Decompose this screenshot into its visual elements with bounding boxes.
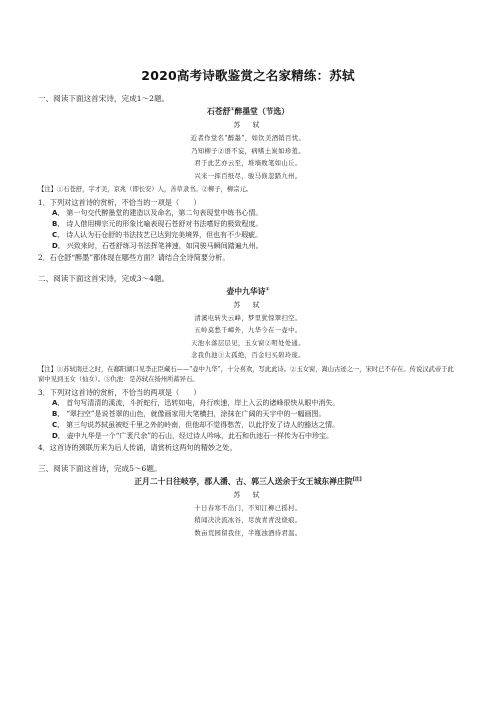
poem-2-author: 苏 轼 bbox=[233, 300, 263, 309]
poem-2-title bbox=[38, 286, 458, 297]
poem-1-title-text: 石苍舒 bbox=[206, 107, 231, 116]
question-1-option-c: C． 诗人认为石仓舒的书法技艺已达到完美境界，但也有不少瑕疵。 bbox=[52, 230, 263, 239]
poem-3-line: 十日春寒不出门，不知江柳已摇村。 bbox=[194, 504, 302, 512]
section-3-heading: 三、阅读下面这首诗，完成5～6题。 bbox=[38, 463, 162, 473]
poem-3-author: 苏 轼 bbox=[233, 490, 263, 499]
question-1-option-d: D． 兴致来时，石苍舒练习书法挥笔神速，如同骏马瞬间踏遍九州。 bbox=[52, 241, 263, 250]
poem-1-title-note-mark: ① bbox=[230, 107, 235, 113]
poem-2-line: 五岭莫愁千嶂外，九华今在一壶中。 bbox=[194, 327, 302, 334]
poem-1-line: 乃知柳子②语不妄，病嗜土炭如珍羞。 bbox=[191, 147, 305, 155]
section-1-heading: 一、阅读下面这首宋诗，完成1～2题。 bbox=[38, 94, 170, 103]
poem-1-title-rest: 醉墨堂（节选） bbox=[234, 107, 290, 116]
poem-1-line: 兴来一挥百纸尽，骏马倏忽踏九州。 bbox=[194, 172, 302, 180]
poem-2-line: 念我仇池③太孤绝，百金归买碧玲珑。 bbox=[191, 352, 305, 359]
question-1-option-b: B． 诗人借用柳宗元的形象比喻表现石苍舒对书法嗜好的极致程度。 bbox=[52, 219, 263, 228]
question-3: 3．下列对这首诗的赏析，不恰当的两项是（ ） bbox=[38, 387, 201, 397]
poem-2-title-note-mark: ① bbox=[265, 286, 270, 292]
poem-1-note: 【注】①石苍舒，字才美，京兆（即长安）人，善草隶书。②柳子，柳宗元。 bbox=[38, 186, 253, 193]
poem-2-note: 【注】①苏轼南迁之时，在鄱阳湖口见李正臣藏石——“壶中九华”，十分喜欢，写此此诗。②玉女窗，嵩山古迹之一，宋时已不存在。传说汉武帝于此窗中见到玉女（仙女）。③仇池：是苏轼在扬州所蓄异石。 bbox=[38, 365, 454, 383]
poem-3-line: 稍闻决决流冰谷，尽放青青没烧痕。 bbox=[194, 517, 302, 524]
question-1: 1．下列对这首诗的赏析，不恰当的一项是（ ） bbox=[38, 197, 201, 207]
question-4: 4．这首诗的颈联历来为后人传诵，请赏析这两句的精妙之处。 bbox=[38, 442, 237, 452]
poem-3-title-note-mark: [注] bbox=[352, 476, 362, 482]
poem-2-line: 清溪电转失云峰，梦里犹惊翠扫空。 bbox=[194, 314, 302, 322]
question-3-option-d: D． 壶中九华是一个“广袤尺余”的石山，经过诗人吟咏，此石和仇池石一样传为石中珍宝。 bbox=[52, 431, 333, 440]
poem-1-title bbox=[38, 106, 458, 117]
question-3-option-c: C． 第三句说苏轼虽被贬千里之外的岭南，但他却不觉得愁苦，以此抒发了诗人的豁达之情。 bbox=[52, 420, 340, 429]
poem-3-title bbox=[38, 476, 458, 487]
poem-1-author: 苏 轼 bbox=[233, 121, 263, 129]
question-2: 2．石仓舒“醉墨”都体现在哪些方面？请结合全诗简要分析。 bbox=[38, 252, 230, 262]
poem-3-title-text: 正月二十日往岐亭，郡人潘、古、郭三人送余于女王城东禅庄院 bbox=[134, 476, 353, 486]
poem-2-line: 天池水落层层见，玉女窗②明处处通。 bbox=[191, 339, 305, 347]
poem-3-line: 数亩荒园留我住，半瓶浊酒待君温。 bbox=[194, 529, 302, 537]
poem-1-line: 君于此艺亦云至，堆墙败笔如山丘。 bbox=[194, 160, 302, 167]
poem-2-title-text: 壶中九华诗 bbox=[226, 286, 266, 296]
document-title: 2020高考诗歌鉴赏之名家精练：苏轼 bbox=[141, 68, 355, 83]
question-1-option-a: A． 第一句交代醉墨堂的建造以及命名，第二句表现堂中练书心情。 bbox=[52, 208, 263, 217]
question-3-option-b: B． “翠扫空”是说苍翠的山色，就像画家用大笔横扫，涂抹在广阔的天宇中的一幅画图。 bbox=[52, 409, 326, 418]
poem-1-line: 近者作堂名“醉墨”，如饮美酒销百忧。 bbox=[190, 135, 306, 142]
question-3-option-a: A． 首句写清清的溪流，斗折蛇行，迅转如电，舟行疾速，岸上入云的诸峰很快从眼中消失。 bbox=[52, 398, 340, 407]
section-2-heading: 二、阅读下面这首宋诗，完成3～4题。 bbox=[38, 273, 170, 283]
